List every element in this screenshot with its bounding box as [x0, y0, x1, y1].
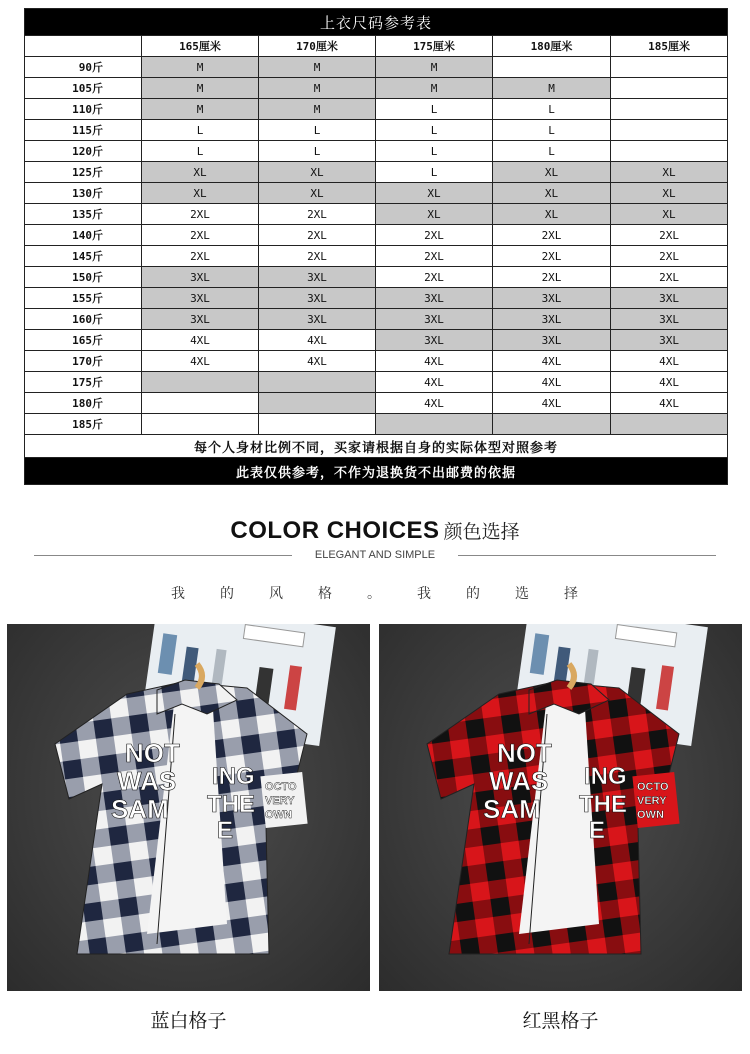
svg-text:VERY: VERY — [637, 795, 667, 807]
size-cell: 2XL — [259, 225, 376, 246]
svg-text:E: E — [589, 817, 606, 844]
size-cell: 4XL — [376, 351, 493, 372]
size-cell: 2XL — [376, 246, 493, 267]
weight-label: 125斤 — [25, 162, 142, 183]
size-cell — [142, 372, 259, 393]
weight-label: 130斤 — [25, 183, 142, 204]
size-cell: XL — [611, 204, 728, 225]
size-cell — [142, 393, 259, 414]
slogan-char: 的 — [220, 586, 234, 602]
size-cell: L — [493, 141, 611, 162]
size-cell — [259, 393, 376, 414]
size-cell — [611, 141, 728, 162]
size-cell: 4XL — [493, 393, 611, 414]
size-cell: 3XL — [259, 267, 376, 288]
table-row — [25, 57, 728, 78]
size-cell: XL — [493, 204, 611, 225]
size-cell: 3XL — [493, 309, 611, 330]
table-disclaimer: 此表仅供参考，不作为退换货不出邮费的依据 — [25, 458, 728, 485]
table-footer-row — [25, 458, 728, 485]
size-cell: M — [259, 99, 376, 120]
weight-label: 175斤 — [25, 372, 142, 393]
slogan-char: 。 — [367, 586, 381, 602]
size-cell: L — [376, 162, 493, 183]
slogan-char: 格 — [318, 586, 332, 602]
weight-label: 140斤 — [25, 225, 142, 246]
svg-text:OCTO: OCTO — [265, 781, 297, 793]
svg-text:OCTO: OCTO — [637, 781, 669, 793]
size-cell: 3XL — [493, 288, 611, 309]
svg-text:NOT: NOT — [497, 738, 552, 768]
table-row — [25, 393, 728, 414]
size-chart-table — [24, 8, 728, 485]
size-cell: 3XL — [259, 309, 376, 330]
size-cell: 2XL — [611, 267, 728, 288]
color-choices-title-cn: 颜色选择 — [443, 521, 520, 543]
size-cell — [259, 414, 376, 435]
size-cell: 3XL — [142, 267, 259, 288]
size-cell: XL — [611, 162, 728, 183]
size-cell: 2XL — [493, 225, 611, 246]
size-cell: 4XL — [142, 330, 259, 351]
size-cell: M — [259, 57, 376, 78]
shirt-illustration — [55, 664, 308, 954]
size-cell: L — [376, 120, 493, 141]
color-choices-title-en: COLOR CHOICES — [230, 517, 440, 544]
size-cell — [142, 414, 259, 435]
size-cell: 3XL — [493, 330, 611, 351]
size-cell: 3XL — [376, 288, 493, 309]
size-cell: XL — [259, 183, 376, 204]
svg-text:OWN: OWN — [637, 809, 664, 821]
size-cell: M — [142, 78, 259, 99]
size-cell: 4XL — [376, 372, 493, 393]
size-cell: XL — [142, 183, 259, 204]
height-header: 170厘米 — [259, 36, 376, 57]
size-cell — [611, 120, 728, 141]
svg-text:SAM: SAM — [483, 794, 541, 824]
table-row — [25, 225, 728, 246]
height-header: 185厘米 — [611, 36, 728, 57]
size-cell: 2XL — [142, 204, 259, 225]
size-cell: M — [376, 78, 493, 99]
size-cell — [259, 372, 376, 393]
size-cell: XL — [376, 204, 493, 225]
height-header: 175厘米 — [376, 36, 493, 57]
size-cell: 4XL — [259, 351, 376, 372]
size-cell — [493, 414, 611, 435]
table-title-row — [25, 9, 728, 36]
size-cell: M — [142, 57, 259, 78]
size-cell: 4XL — [611, 372, 728, 393]
size-cell — [611, 414, 728, 435]
size-cell: XL — [142, 162, 259, 183]
size-cell: 4XL — [142, 351, 259, 372]
table-row — [25, 141, 728, 162]
size-cell: L — [493, 99, 611, 120]
table-row — [25, 414, 728, 435]
table-row — [25, 288, 728, 309]
size-cell: 2XL — [493, 267, 611, 288]
weight-label: 90斤 — [25, 57, 142, 78]
size-cell: 4XL — [493, 351, 611, 372]
table-title: 上衣尺码参考表 — [25, 9, 728, 36]
weight-label: 135斤 — [25, 204, 142, 225]
weight-label: 180斤 — [25, 393, 142, 414]
size-cell: L — [493, 120, 611, 141]
size-cell: L — [142, 120, 259, 141]
weight-label: 160斤 — [25, 309, 142, 330]
weight-label: 165斤 — [25, 330, 142, 351]
size-cell: M — [493, 78, 611, 99]
weight-label: 110斤 — [25, 99, 142, 120]
style-slogan — [0, 583, 750, 603]
slogan-char: 选 — [515, 586, 529, 602]
size-cell: XL — [376, 183, 493, 204]
svg-text:THE: THE — [207, 791, 255, 818]
weight-label: 115斤 — [25, 120, 142, 141]
table-row — [25, 309, 728, 330]
size-cell: 3XL — [142, 309, 259, 330]
size-cell: M — [376, 57, 493, 78]
table-row — [25, 99, 728, 120]
slogan-char: 我 — [171, 586, 185, 602]
svg-text:E: E — [217, 817, 234, 844]
svg-text:VERY: VERY — [265, 795, 295, 807]
product-caption: 红黑格子 — [522, 1010, 599, 1032]
weight-label: 170斤 — [25, 351, 142, 372]
size-cell: XL — [611, 183, 728, 204]
table-note: 每个人身材比例不同，买家请根据自身的实际体型对照参考 — [25, 435, 728, 458]
size-cell: 2XL — [142, 225, 259, 246]
height-header-row — [25, 36, 728, 57]
table-row — [25, 246, 728, 267]
svg-text:WAS: WAS — [117, 766, 177, 796]
svg-text:OWN: OWN — [265, 809, 292, 821]
table-row — [25, 78, 728, 99]
size-cell — [493, 57, 611, 78]
size-cell: 3XL — [611, 288, 728, 309]
color-choices-heading — [0, 517, 750, 545]
size-cell: 4XL — [611, 351, 728, 372]
weight-label: 150斤 — [25, 267, 142, 288]
size-cell: XL — [259, 162, 376, 183]
size-cell: 3XL — [611, 330, 728, 351]
size-cell: 2XL — [376, 225, 493, 246]
size-cell: 3XL — [611, 309, 728, 330]
size-cell — [611, 99, 728, 120]
size-cell: L — [376, 141, 493, 162]
height-header: 180厘米 — [493, 36, 611, 57]
size-cell — [611, 78, 728, 99]
product-caption: 蓝白格子 — [150, 1010, 227, 1032]
slogan-char: 风 — [269, 586, 283, 602]
table-row — [25, 162, 728, 183]
size-cell: 3XL — [142, 288, 259, 309]
size-cell: 4XL — [376, 393, 493, 414]
svg-text:ING: ING — [584, 763, 627, 790]
svg-text:THE: THE — [579, 791, 627, 818]
product-photo-red-black-plaid[interactable] — [379, 624, 742, 991]
size-cell: 2XL — [142, 246, 259, 267]
svg-text:ING: ING — [212, 763, 255, 790]
svg-text:NOT: NOT — [125, 738, 180, 768]
table-row — [25, 330, 728, 351]
weight-label: 120斤 — [25, 141, 142, 162]
height-header: 165厘米 — [142, 36, 259, 57]
table-note-row — [25, 435, 728, 458]
size-cell: 2XL — [259, 246, 376, 267]
size-cell: XL — [493, 162, 611, 183]
size-cell: L — [259, 141, 376, 162]
weight-label: 105斤 — [25, 78, 142, 99]
size-cell: 4XL — [493, 372, 611, 393]
size-cell: L — [259, 120, 376, 141]
slogan-char: 的 — [466, 586, 480, 602]
svg-text:WAS: WAS — [489, 766, 549, 796]
weight-label: 155斤 — [25, 288, 142, 309]
size-cell: 2XL — [611, 225, 728, 246]
size-cell: XL — [493, 183, 611, 204]
size-cell — [376, 414, 493, 435]
header-corner — [25, 36, 142, 57]
size-cell: 4XL — [259, 330, 376, 351]
weight-label: 145斤 — [25, 246, 142, 267]
svg-text:SAM: SAM — [111, 794, 169, 824]
table-row — [25, 183, 728, 204]
size-cell — [611, 57, 728, 78]
size-cell: 3XL — [376, 309, 493, 330]
size-cell: M — [259, 78, 376, 99]
slogan-char: 择 — [564, 586, 578, 602]
table-row — [25, 120, 728, 141]
size-cell: L — [376, 99, 493, 120]
table-row — [25, 204, 728, 225]
table-row — [25, 372, 728, 393]
size-cell: M — [142, 99, 259, 120]
product-photo-blue-white-plaid[interactable] — [7, 624, 370, 991]
size-cell: 3XL — [376, 330, 493, 351]
slogan-char: 我 — [417, 586, 431, 602]
table-row — [25, 267, 728, 288]
shirt-illustration — [427, 664, 680, 954]
size-cell: 2XL — [259, 204, 376, 225]
size-cell: 2XL — [493, 246, 611, 267]
weight-label: 185斤 — [25, 414, 142, 435]
size-cell: 4XL — [611, 393, 728, 414]
size-cell: 2XL — [611, 246, 728, 267]
table-row — [25, 351, 728, 372]
size-cell: L — [142, 141, 259, 162]
size-cell: 3XL — [259, 288, 376, 309]
size-cell: 2XL — [376, 267, 493, 288]
color-choices-subtitle: ELEGANT AND SIMPLE — [314, 549, 436, 561]
